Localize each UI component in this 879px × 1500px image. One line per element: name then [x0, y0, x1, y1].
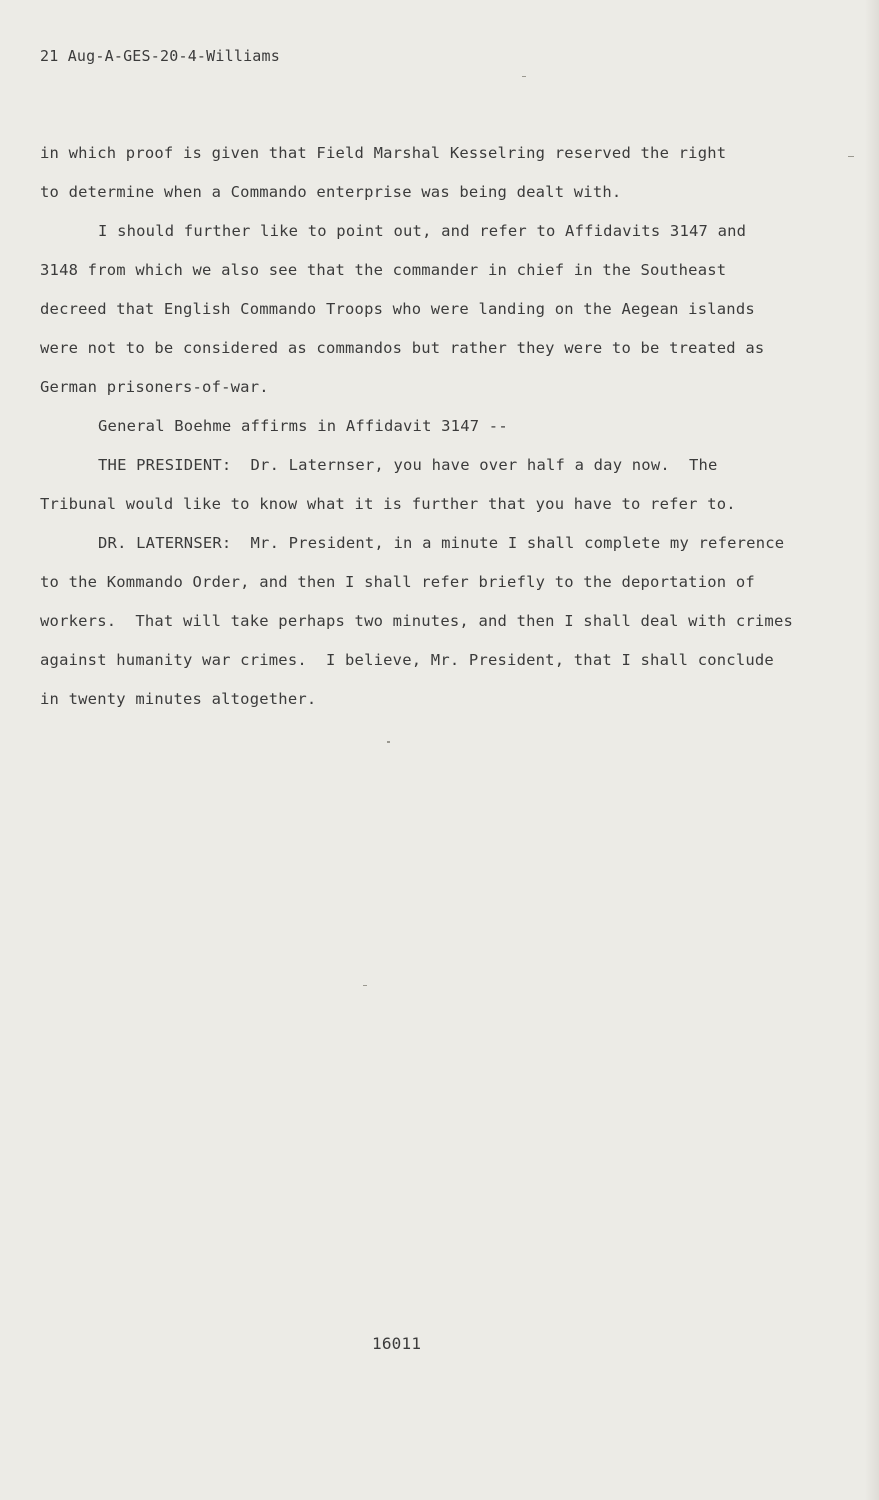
- paper-speck: [522, 76, 526, 77]
- page-header: 21 Aug-A-GES-20-4-Williams: [40, 47, 280, 65]
- page-number: 16011: [372, 1334, 422, 1353]
- text-line: workers. That will take perhaps two minutes, and then I shall deal with crimes: [40, 612, 794, 630]
- text-line: in which proof is given that Field Marshal Kesselring reserved the right: [40, 144, 727, 162]
- paper-speck: [363, 985, 367, 986]
- text-line: to determine when a Commando enterprise was being dealt with.: [40, 183, 622, 201]
- text-line: 3148 from which we also see that the commander in chief in the Southeast: [40, 261, 727, 279]
- text-line: against humanity war crimes. I believe, Mr. President, that I shall conclude: [40, 651, 774, 669]
- text-line: DR. LATERNSER: Mr. President, in a minute I shall complete my reference: [98, 534, 785, 552]
- text-line: in twenty minutes altogether.: [40, 690, 317, 708]
- text-line: were not to be considered as commandos but rather they were to be treated as: [40, 339, 765, 357]
- text-line: decreed that English Commando Troops who were landing on the Aegean islands: [40, 300, 755, 318]
- text-line: German prisoners-of-war.: [40, 378, 269, 396]
- paper-speck: [848, 156, 854, 157]
- text-line: General Boehme affirms in Affidavit 3147 --: [98, 417, 508, 435]
- text-line: THE PRESIDENT: Dr. Laternser, you have over half a day now. The: [98, 456, 718, 474]
- text-line: to the Kommando Order, and then I shall refer briefly to the deportation of: [40, 573, 755, 591]
- paper-speck: [387, 741, 390, 743]
- page-edge-shadow: [865, 0, 879, 1500]
- text-line: Tribunal would like to know what it is further that you have to refer to.: [40, 495, 736, 513]
- text-line: I should further like to point out, and refer to Affidavits 3147 and: [98, 222, 747, 240]
